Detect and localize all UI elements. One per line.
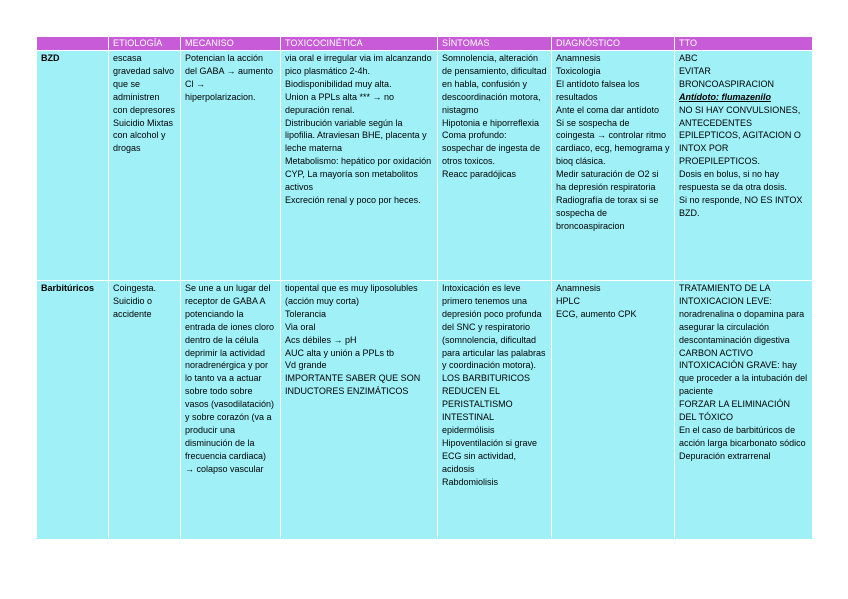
cell-line: NO SI HAY CONVULSIONES, ANTECEDENTES EPILEPTICOS, AGITACION O INTOX POR PROEPILEPTICOS. bbox=[679, 104, 801, 167]
cell-sintomas bbox=[438, 281, 552, 539]
header-mecanismo: MECANISO bbox=[181, 37, 281, 51]
cell-sintomas bbox=[438, 51, 552, 281]
cell-line: Anamnesis bbox=[556, 53, 601, 63]
cell-tto bbox=[675, 281, 813, 539]
row-label: BZD bbox=[37, 51, 109, 281]
cell-line: Hipoventilación si grave bbox=[442, 437, 538, 448]
header-etiologia: ETIOLOGÍA bbox=[109, 37, 181, 51]
header-tto: TTO bbox=[675, 37, 813, 51]
cell-line: LOS BARBITURICOS REDUCEN EL PERISTALTISMO INTESTINAL bbox=[442, 373, 531, 423]
cell-toxicocinetica bbox=[281, 281, 438, 539]
cell-line: CARBON ACTIVO bbox=[679, 347, 754, 358]
cell-line: ECG sin actividad, acidosis bbox=[442, 450, 517, 474]
table-row-bzd bbox=[37, 51, 813, 281]
cell-tto bbox=[675, 51, 813, 281]
cell-line: ECG, aumento CPK bbox=[556, 308, 637, 319]
cell-diagnostico bbox=[552, 51, 675, 281]
cell-line: Depuración extrarrenal bbox=[679, 450, 771, 461]
cell-line: Si no responde, NO ES INTOX BZD. bbox=[679, 194, 803, 218]
cell-line: Metabolismo: hepático por oxidación CYP, La mayoría son metabolitos activos bbox=[285, 156, 432, 193]
cell-line: EVITAR bbox=[679, 65, 711, 76]
cell-toxicocinetica bbox=[281, 51, 438, 281]
header-toxicocinetica: TOXICOCINÉTICA bbox=[281, 37, 438, 51]
cell-line: tiopental que es muy liposolubles (acción muy corta) bbox=[285, 283, 418, 306]
cell-line: Reacc paradójicas bbox=[442, 169, 517, 180]
cell-line: Tolerancia bbox=[285, 308, 327, 319]
header-sintomas: SÍNTOMAS bbox=[438, 37, 552, 51]
cell-line: IMPORTANTE SABER QUE SON INDUCTORES ENZIMÁTICOS bbox=[285, 373, 421, 397]
cell-line: ABC bbox=[679, 53, 698, 63]
cell-line: El antídoto falsea los resultados bbox=[556, 78, 640, 102]
cell-line: epidermólisis bbox=[442, 424, 495, 435]
cell-line: Coma profundo: sospechar de ingesta de otros toxicos. bbox=[442, 130, 541, 167]
header-diagnostico: DIAGNÓSTICO bbox=[552, 37, 675, 51]
cell-line: Hipotonia e hiporreflexia bbox=[442, 117, 540, 128]
cell-mecanismo: Se une a un lugar del receptor de GABA A potenciando la entrada de iones cloro dentro de la célula deprimir la actividad noradrenérgica y por lo tanto va a actuar sobre todo sobre vasos (vasodilatación) y sobre corazón (va a producir una disminución de la frecuencia cardiaca) → colapso vascular bbox=[181, 281, 281, 539]
cell-line: BRONCOASPIRACION bbox=[679, 78, 775, 89]
cell-line: Si se sospecha de coingesta → controlar ritmo cardiaco, ecg, hemograma y bioq clásica. bbox=[556, 117, 670, 167]
cell-line: En el caso de barbitúricos de acción larga bicarbonato sódico bbox=[679, 424, 806, 448]
cell-line: Anamnesis bbox=[556, 283, 601, 293]
cell-line: Biodisponibilidad muy alta. bbox=[285, 78, 392, 89]
cell-line: Medir saturación de O2 si ha depresión respiratoria bbox=[556, 169, 659, 193]
header-empty bbox=[37, 37, 109, 51]
cell-line: Acs débiles → pH bbox=[285, 334, 357, 345]
cell-line: Intoxicación es leve primero tenemos una depresión poco profunda del SNC y respiratorio (somnolencia, dificultad para articular las palabras y coordinación motora). bbox=[442, 283, 546, 371]
cell-line: Distribución variable según la lipofilia. Atraviesan BHE, placenta y leche materna bbox=[285, 117, 427, 154]
toxicology-table bbox=[36, 36, 813, 539]
cell-line: via oral e irregular via im alcanzando pico plasmático 2-4h. bbox=[285, 53, 432, 76]
cell-line: Toxicologia bbox=[556, 65, 601, 76]
cell-line: Vd grande bbox=[285, 360, 327, 371]
cell-line: Ante el coma dar antídoto bbox=[556, 104, 660, 115]
cell-line: INTOXICACIÓN GRAVE: hay que proceder a la intubación del paciente bbox=[679, 360, 808, 397]
cell-line: Radiografía de torax si se sospecha de broncoaspiracion bbox=[556, 194, 659, 231]
cell-diagnostico bbox=[552, 281, 675, 539]
row-label: Barbitúricos bbox=[37, 281, 109, 539]
cell-line: Via oral bbox=[285, 321, 316, 332]
cell-line: FORZAR LA ELIMINACIÓN DEL TÓXICO bbox=[679, 399, 791, 423]
cell-line: Rabdomiolisis bbox=[442, 476, 499, 487]
header-row bbox=[37, 37, 813, 51]
cell-mecanismo: Potencian la acción del GABA → aumento Cl → hiperpolarizacion. bbox=[181, 51, 281, 281]
cell-line: HPLC bbox=[556, 295, 581, 306]
cell-line: AUC alta y unión a PPLs tb bbox=[285, 347, 395, 358]
cell-line: Excreción renal y poco por heces. bbox=[285, 194, 421, 205]
antidote-note: Antídoto: flumazenilo bbox=[679, 91, 771, 102]
cell-line: TRATAMIENTO DE LA INTOXICACION LEVE: noradrenalina o dopamina para asegurar la circulación bbox=[679, 283, 805, 332]
cell-line: Somnolencia, alteración de pensamiento, dificultad en habla, confusión y descoordinación motora, nistagmo bbox=[442, 53, 547, 115]
cell-line: descontaminación digestiva bbox=[679, 334, 790, 345]
table-row-barbituricos bbox=[37, 281, 813, 539]
cell-etiologia: escasa gravedad salvo que se administren con depresores Suicidio Mixtas con alcohol y drogas bbox=[109, 51, 181, 281]
cell-etiologia: Coingesta. Suicidio o accidente bbox=[109, 281, 181, 539]
cell-line: Union a PPLs alta *** → no depuración renal. bbox=[285, 91, 395, 115]
cell-line: Dosis en bolus, si no hay respuesta se da otra dosis. bbox=[679, 169, 788, 193]
